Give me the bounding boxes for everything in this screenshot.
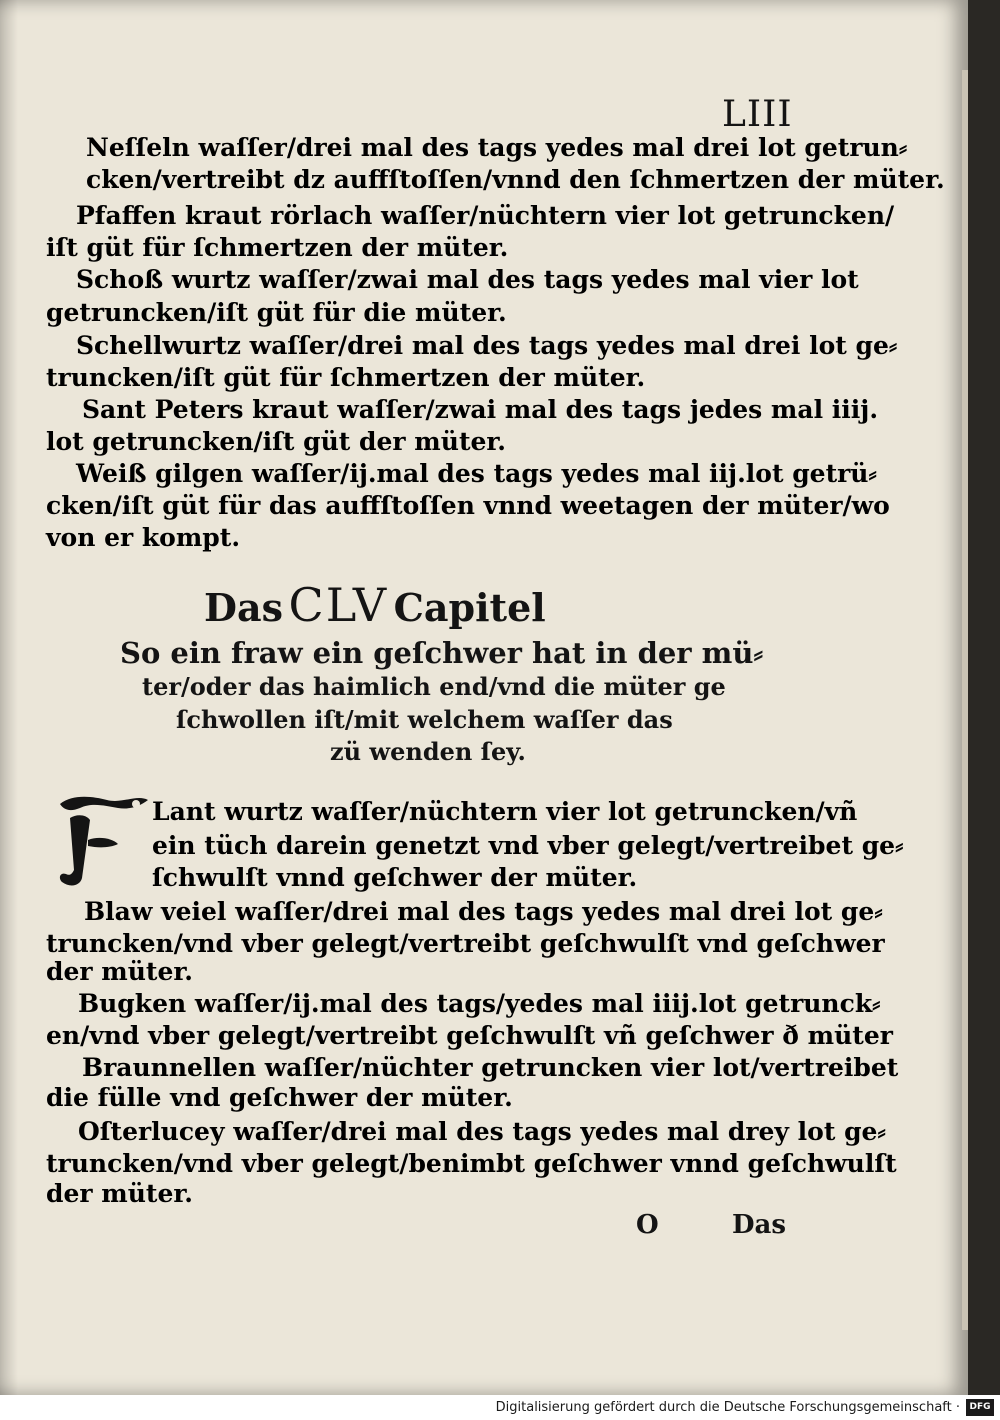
text-line: der müter. (46, 1179, 193, 1208)
chapter-subtitle-line: zü wenden ſey. (330, 737, 526, 766)
text-line: ein tüch darein genetzt vnd vber gelegt/vertreibet ge⸗ (152, 831, 904, 860)
text-line: Blaw veiel waſſer/drei mal des tags yedes mal drei lot ge⸗ (84, 897, 883, 926)
text-line: Braunnellen waſſer/nüchter getruncken vier lot/vertreibet (82, 1053, 899, 1082)
text-line: Sant Peters kraut waſſer/zwai mal des tags jedes mal iiij. (82, 395, 879, 424)
text-line: lot getruncken/iſt güt der müter. (46, 427, 506, 456)
text-line: truncken/vnd vber gelegt/vertreibt geſchwulſt vnd geſchwer (46, 929, 885, 958)
footer-credit: Digitalisierung gefördert durch die Deutsche Forschungsgemeinschaft · (495, 1400, 960, 1415)
text-line: truncken/vnd vber gelegt/benimbt geſchwer vnnd geſchwulſt (46, 1149, 897, 1178)
chapter-subtitle-line: ſchwollen iſt/mit welchem waſſer das (176, 705, 673, 734)
text-line: Oſterlucey waſſer/drei mal des tags yedes mal drey lot ge⸗ (78, 1117, 886, 1146)
chapter-title-prefix: Das (204, 585, 283, 630)
text-line: von er kompt. (46, 523, 241, 552)
dfg-logo: DFG (966, 1399, 994, 1416)
decorated-initial-flourish (52, 790, 152, 890)
text-line: der müter. (46, 957, 193, 986)
text-line: en/vnd vber gelegt/vertreibt geſchwulſt vñ geſchwer ð müter (46, 1021, 893, 1050)
chapter-title-number: CLV (288, 578, 389, 632)
catchword: Das (732, 1210, 787, 1240)
text-line: Lant wurtz waſſer/nüchtern vier lot getruncken/vñ (152, 797, 858, 826)
chapter-subtitle-line: So ein fraw ein geſchwer hat in der mü⸗ (120, 636, 764, 670)
text-line: ſchwulſt vnnd geſchwer der müter. (152, 863, 638, 892)
decorated-initial (52, 790, 152, 890)
page-edge (962, 70, 968, 1330)
footer-bar (0, 1395, 1000, 1420)
text-line: truncken/iſt güt für ſchmertzen der müter. (46, 363, 646, 392)
text-line: iſt güt für ſchmertzen der müter. (46, 233, 509, 262)
chapter-title-suffix: Capitel (393, 585, 546, 630)
chapter-subtitle-line: ter/oder das haimlich end/vnd die müter ge (142, 672, 726, 701)
text-line: cken/iſt güt für das auffſtoſſen vnnd weetagen der müter/wo (46, 491, 890, 520)
signature-mark: O (636, 1210, 659, 1240)
chapter-title (204, 578, 546, 632)
text-line: getruncken/iſt güt für die müter. (46, 298, 507, 327)
text-line: Schellwurtz waſſer/drei mal des tags yedes mal drei lot ge⸗ (76, 331, 898, 360)
gutter-shadow (0, 0, 18, 1395)
text-line: cken/vertreibt dz auffſtoſſen/vnnd den ſchmertzen der müter. (86, 165, 945, 194)
text-line: die fülle vnd geſchwer der müter. (46, 1083, 513, 1112)
folio-number: LIII (722, 94, 793, 135)
text-line: Weiß gilgen waſſer/ij.mal des tags yedes mal iij.lot getrü⸗ (76, 459, 877, 488)
text-line: Pfaffen kraut rörlach waſſer/nüchtern vier lot getruncken/ (76, 201, 895, 230)
text-line: Schoß wurtz waſſer/zwai mal des tags yedes mal vier lot (76, 265, 859, 294)
text-line: Bugken waſſer/ij.mal des tags/yedes mal iiij.lot getrunck⸗ (78, 989, 881, 1018)
text-line: Neſſeln waſſer/drei mal des tags yedes mal drei lot getrun⸗ (86, 133, 908, 162)
